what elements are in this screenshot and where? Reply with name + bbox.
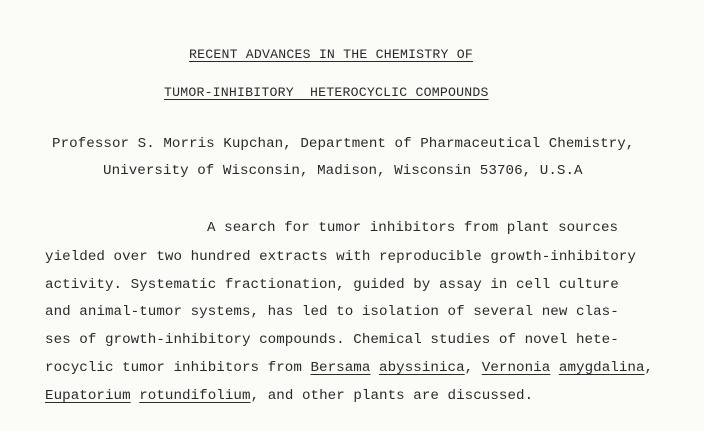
species-bersama-genus: Bersama: [310, 360, 371, 376]
abstract-line-7: [45, 387, 533, 405]
species-vernonia-genus: Vernonia: [481, 360, 551, 376]
author-line-1: Professor S. Morris Kupchan, Department of Pharmaceutical Chemistry,: [52, 136, 635, 152]
title-line-2: TUMOR-INHIBITORY HETEROCYCLIC COMPOUNDS: [164, 85, 489, 100]
species-bersama-epithet: abyssinica: [379, 360, 465, 376]
abstract-line-1: A search for tumor inhibitors from plant sources: [207, 220, 619, 236]
species-vernonia-epithet: amygdalina: [558, 360, 645, 376]
author-line-2: University of Wisconsin, Madison, Wisconsin 53706, U.S.A: [103, 163, 583, 179]
line6-separator: ,: [464, 360, 482, 376]
abstract-line-6: [45, 359, 653, 377]
species-eupatorium-genus: Eupatorium: [45, 388, 131, 404]
title-line-1: RECENT ADVANCES IN THE CHEMISTRY OF: [189, 47, 473, 62]
line6-suffix: ,: [644, 360, 654, 376]
abstract-line-2: yielded over two hundred extracts with reproducible growth-inhibitory: [45, 249, 636, 265]
abstract-line-3: activity. Systematic fractionation, guided by assay in cell culture: [45, 277, 619, 293]
line7-suffix: , and other plants are discussed.: [250, 388, 534, 404]
species-eupatorium-epithet: rotundifolium: [139, 388, 251, 404]
line6-prefix: rocyclic tumor inhibitors from: [45, 360, 311, 376]
abstract-line-5: ses of growth-inhibitory compounds. Chemical studies of novel hete-: [45, 332, 619, 348]
abstract-line-4: and animal-tumor systems, has led to isolation of several new clas-: [45, 304, 619, 320]
